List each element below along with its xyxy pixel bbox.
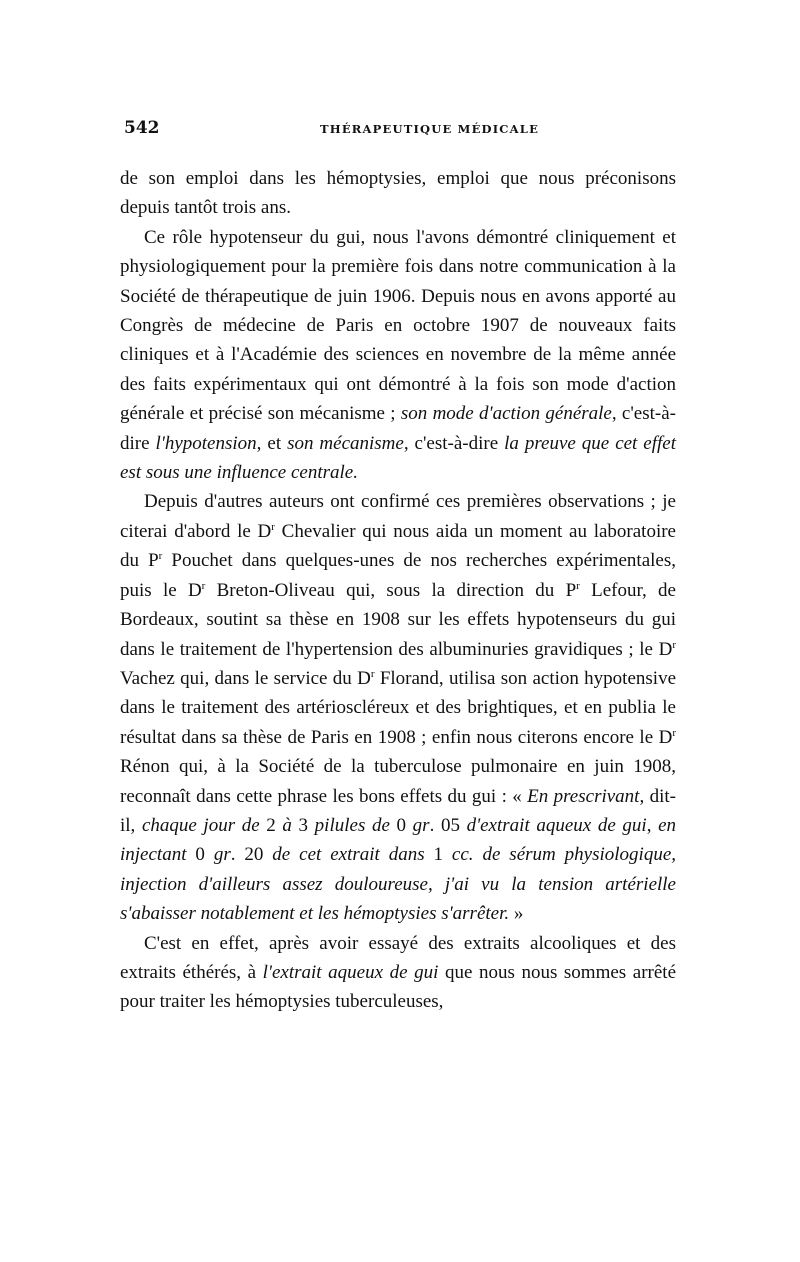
paragraph-p4 [120, 929, 676, 1017]
superscript-run: r [158, 550, 163, 563]
italic-run: la preuve que cet effet est sous une influence centrale. [120, 432, 676, 484]
book-page [120, 118, 676, 1017]
text-run: , c'est-à-dire [403, 432, 505, 454]
italic-run: pilules de [308, 814, 397, 836]
italic-run: chaque jour de [141, 814, 267, 836]
text-run: , et [256, 432, 288, 454]
italic-run: gr [406, 814, 430, 836]
text-run: Rénon qui, à la Société de la tuberculose pulmonaire en juin 1908, reconnaît dans cette phrase les bons effets du gui : « [120, 756, 676, 807]
italic-run: son mécanisme [287, 432, 404, 454]
text-run: 0 [186, 844, 214, 866]
text-run: de son emploi dans les hémoptysies, emploi que nous préconisons depuis tantôt trois ans. [120, 168, 676, 219]
italic-run: de cet extrait dans [272, 844, 434, 866]
italic-run: son mode d'action générale [400, 403, 612, 425]
body-text [120, 164, 676, 1017]
superscript-run: r [672, 726, 676, 739]
italic-run: d'extrait aqueux de gui [466, 814, 647, 836]
paragraph-p2 [120, 223, 676, 488]
text-run: Breton-Oliveau qui, sous la direction du P [205, 579, 577, 601]
superscript-run: r [370, 667, 375, 680]
text-run: 1 [433, 844, 444, 866]
text-run: » [509, 903, 524, 925]
page-number: 542 [124, 118, 160, 138]
superscript-run: r [271, 520, 275, 533]
text-run: Pouchet dans quelques-unes de nos recherches expérimentales, puis le D [120, 550, 676, 601]
text-run: que nous nous sommes arrêté pour traiter les hémoptysies tuberculeuses, [120, 961, 676, 1013]
italic-run: En prescrivant [527, 785, 640, 807]
text-run: Vachez qui, dans le service du D [120, 667, 371, 689]
text-run: Florand, utilisa son action hypotensive dans le traitement des artérioscléreux et des brightiques, et en publia le résultat dans sa thèse de Paris en 1908 ; enfin nous citerons encore le D [120, 667, 677, 748]
superscript-run: r [576, 579, 580, 592]
paragraph-p3 [120, 487, 676, 928]
text-run: , [646, 814, 659, 836]
paragraph-p1 [120, 164, 676, 223]
italic-run: gr [213, 844, 231, 866]
italic-run: l'extrait aqueux de gui [262, 961, 439, 983]
text-run: Ce rôle hypotenseur du gui, nous l'avons démontré cliniquement et physiologiquement pour la première fois dans notre communication à la Société de thérapeutique de juin 1906. Depuis nous en avons apporté au Congrès de médecine de Paris en octobre 1907 de nouveaux faits cliniques et à l'Académie des sciences en novembre de la même année des faits expérimentaux qui ont démontré à la fois son mode d'action générale et précisé son mécanisme ; [120, 226, 676, 425]
superscript-run: r [201, 579, 206, 592]
text-run: Depuis d'autres auteurs ont confirmé ces premières observations ; je citerai d'abord le D [120, 491, 676, 542]
text-run: Lefour, de Bordeaux, soutint sa thèse en 1908 sur les effets hypotenseurs du gui dans le traitement de l'hypertension des albuminuries gravidiques ; le D [120, 579, 676, 660]
text-run: C'est en effet, après avoir essayé des extraits alcooliques et des extraits éthérés, à [120, 932, 676, 983]
text-run: , c'est-à-dire [120, 403, 676, 454]
running-head [120, 118, 676, 142]
text-run: Chevalier qui nous aida un moment au laboratoire du P [120, 520, 676, 572]
superscript-run: r [672, 638, 676, 651]
text-run: 3 [298, 814, 309, 836]
running-title: THÉRAPEUTIQUE MÉDICALE [320, 122, 540, 136]
text-run: . 05 [429, 814, 467, 836]
text-run: 2 [266, 814, 276, 836]
italic-run: cc. de sérum physiologique, injection d'ailleurs assez douloureuse, j'ai vu la tension artérielle s'abaisser notablement et les hémoptysies s'arrêter. [120, 844, 676, 925]
italic-run: l'hypotension [155, 432, 257, 454]
italic-run: à [275, 814, 299, 836]
text-run: 0 [396, 814, 407, 836]
text-run: , dit-il, [120, 785, 676, 836]
text-run: . 20 [230, 844, 273, 866]
italic-run: en injectant [120, 814, 676, 866]
